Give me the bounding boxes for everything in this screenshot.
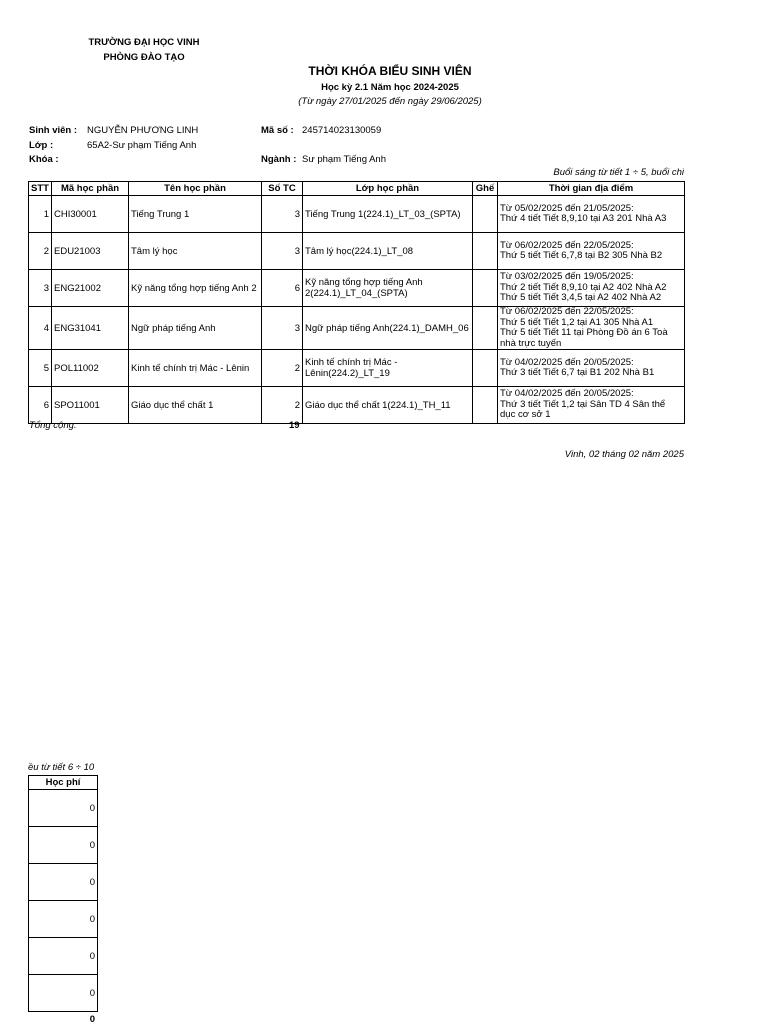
row-class: Tâm lý học(224.1)_LT_08 (303, 233, 473, 270)
row-credits: 3 (262, 233, 303, 270)
row-seat (473, 350, 498, 387)
period-line: (Từ ngày 27/01/2025 đến ngày 29/06/2025) (298, 96, 482, 107)
semester-line: Học kỳ 2.1 Năm học 2024-2025 (321, 82, 459, 93)
row-name: Tiếng Trung 1 (129, 196, 262, 233)
student-class: 65A2-Sư phạm Tiếng Anh (87, 140, 197, 151)
row-credits: 2 (262, 387, 303, 424)
student-id-label: Mã số : (261, 125, 294, 136)
row-code: SPO11001 (52, 387, 129, 424)
row-name: Giáo dục thể chất 1 (129, 387, 262, 424)
header-credits: Số TC (262, 182, 303, 196)
row-code: POL11002 (52, 350, 129, 387)
row-class: Ngữ pháp tiếng Anh(224.1)_DAMH_06 (303, 307, 473, 350)
row-credits: 6 (262, 270, 303, 307)
timetable (28, 181, 685, 424)
row-seat (473, 270, 498, 307)
row-class: Kinh tế chính trị Mác - Lênin(224.2)_LT_19 (303, 350, 473, 387)
row-name: Kinh tế chính trị Mác - Lênin (129, 350, 262, 387)
header-code: Mã học phần (52, 182, 129, 196)
fee-value: 0 (29, 938, 98, 975)
fee-value: 0 (29, 864, 98, 901)
row-credits: 3 (262, 307, 303, 350)
row-schedule: Từ 05/02/2025 đến 21/05/2025: Thứ 4 tiết Tiết 8,9,10 tại A3 201 Nhà A3 (498, 196, 685, 233)
row-stt: 4 (29, 307, 52, 350)
row-credits: 2 (262, 350, 303, 387)
page-title: THỜI KHÓA BIỂU SINH VIÊN (308, 64, 472, 78)
row-schedule: Từ 06/02/2025 đến 22/05/2025: Thứ 5 tiết Tiết 6,7,8 tại B2 305 Nhà B2 (498, 233, 685, 270)
header-class: Lớp học phần (303, 182, 473, 196)
row-stt: 2 (29, 233, 52, 270)
table-row (29, 196, 685, 233)
row-schedule: Từ 04/02/2025 đến 20/05/2025: Thứ 3 tiết Tiết 6,7 tại B1 202 Nhà B1 (498, 350, 685, 387)
row-class: Giáo dục thể chất 1(224.1)_TH_11 (303, 387, 473, 424)
total-credits: 19 (289, 420, 300, 431)
student-id: 245714023130059 (302, 125, 382, 136)
row-code: CHI30001 (52, 196, 129, 233)
row-stt: 6 (29, 387, 52, 424)
row-schedule: Từ 04/02/2025 đến 20/05/2025: Thứ 3 tiết Tiết 1,2 tại Sân TD 4 Sân thể dục cơ sở 1 (498, 387, 685, 424)
row-stt: 5 (29, 350, 52, 387)
fee-row (29, 827, 98, 864)
row-credits: 3 (262, 196, 303, 233)
header-schedule: Thời gian địa điểm (498, 182, 685, 196)
row-schedule: Từ 06/02/2025 đến 22/05/2025: Thứ 5 tiết Tiết 1,2 tại A1 305 Nhà A1 Thứ 5 tiết Tiết 11 tại Phòng Đồ án 6 Toà nhà trực tuyến (498, 307, 685, 350)
total-label: Tổng cộng: (29, 420, 77, 431)
major-label: Ngành : (261, 154, 297, 165)
session-note: Buổi sáng từ tiết 1 ÷ 5, buổi chi (553, 167, 684, 178)
row-seat (473, 233, 498, 270)
fee-header-row (29, 776, 98, 790)
row-seat (473, 307, 498, 350)
timetable-header-row (29, 182, 685, 196)
fee-table (28, 775, 98, 1012)
row-schedule: Từ 03/02/2025 đến 19/05/2025: Thứ 2 tiết Tiết 8,9,10 tại A2 402 Nhà A2 Thứ 5 tiết Tiết 3,4,5 tại A2 402 Nhà A2 (498, 270, 685, 307)
row-class: Tiếng Trung 1(224.1)_LT_03_(SPTA) (303, 196, 473, 233)
table-row (29, 270, 685, 307)
row-code: EDU21003 (52, 233, 129, 270)
course-label: Khóa : (29, 154, 59, 165)
fee-row (29, 975, 98, 1012)
fee-row (29, 938, 98, 975)
row-stt: 3 (29, 270, 52, 307)
header-stt: STT (29, 182, 52, 196)
row-code: ENG31041 (52, 307, 129, 350)
fee-row (29, 790, 98, 827)
row-seat (473, 196, 498, 233)
date-line: Vinh, 02 tháng 02 năm 2025 (564, 449, 684, 460)
student-name-label: Sinh viên : (29, 125, 78, 136)
table-row (29, 307, 685, 350)
fee-header: Học phí (29, 776, 98, 790)
fee-value: 0 (29, 790, 98, 827)
row-class: Kỹ năng tổng hợp tiếng Anh 2(224.1)_LT_04_(SPTA) (303, 270, 473, 307)
table-row (29, 233, 685, 270)
row-name: Kỹ năng tổng hợp tiếng Anh 2 (129, 270, 262, 307)
student-name: NGUYỄN PHƯƠNG LINH (87, 125, 199, 136)
row-name: Ngữ pháp tiếng Anh (129, 307, 262, 350)
session-note-continued: ều từ tiết 6 ÷ 10 (28, 762, 95, 773)
row-name: Tâm lý học (129, 233, 262, 270)
university-name: TRƯỜNG ĐẠI HỌC VINH (88, 37, 200, 48)
row-seat (473, 387, 498, 424)
fee-row (29, 901, 98, 938)
header-seat: Ghế (473, 182, 498, 196)
table-row (29, 387, 685, 424)
table-row (29, 350, 685, 387)
fee-value: 0 (29, 827, 98, 864)
class-label: Lớp : (29, 140, 54, 151)
row-stt: 1 (29, 196, 52, 233)
fee-value: 0 (29, 901, 98, 938)
row-code: ENG21002 (52, 270, 129, 307)
student-major: Sư phạm Tiếng Anh (302, 154, 386, 165)
fee-total: 0 (89, 1014, 95, 1025)
header-name: Tên học phần (129, 182, 262, 196)
fee-value: 0 (29, 975, 98, 1012)
fee-row (29, 864, 98, 901)
department-name: PHÒNG ĐÀO TẠO (103, 52, 185, 63)
